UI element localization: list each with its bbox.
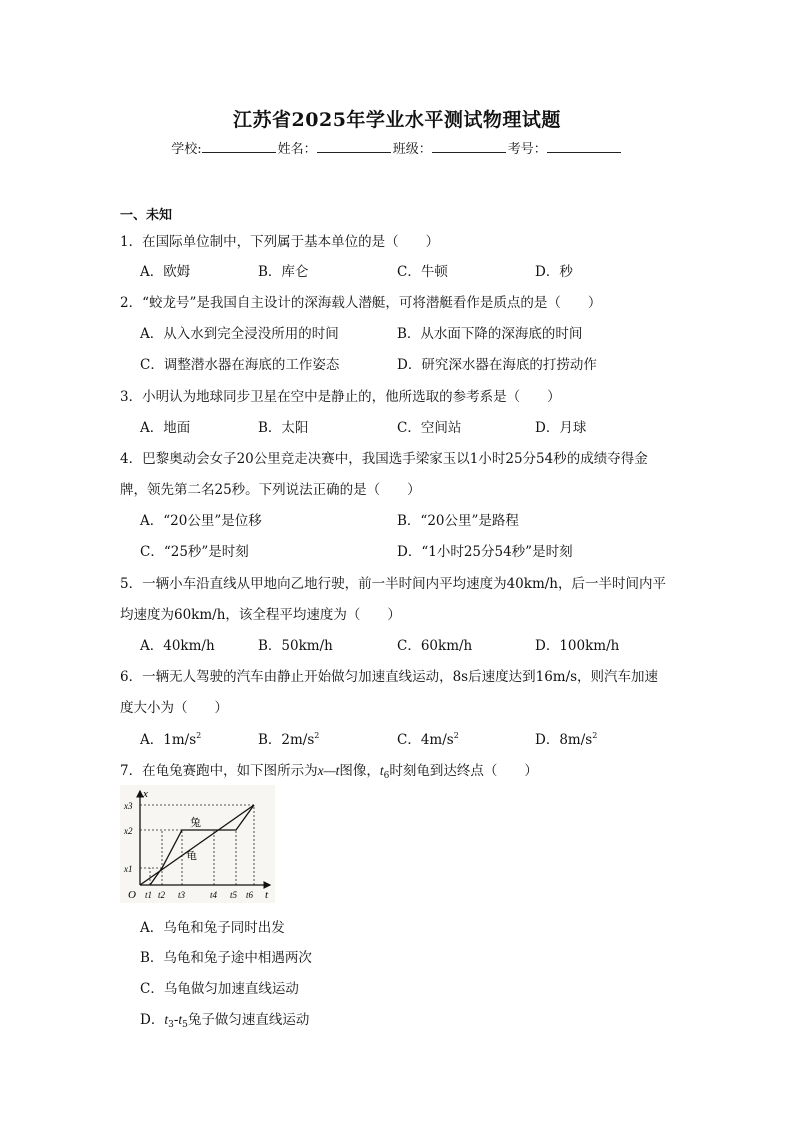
tick-x1: x1 [124, 864, 133, 874]
t-axis-label: t [265, 889, 269, 901]
tick-t3: t3 [178, 890, 186, 900]
origin-label: O [128, 889, 136, 901]
q4-option-d[interactable]: D．“1小时25分54秒”是时刻 [397, 544, 573, 560]
q1-option-b[interactable]: B．库仑 [258, 264, 309, 280]
q6-option-b[interactable]: B．$2m/s^2$ [258, 731, 320, 748]
student-info-line [0, 138, 794, 157]
q1-option-d[interactable]: D．秒 [535, 264, 573, 280]
tick-x2: x2 [124, 826, 133, 836]
q1-option-a[interactable]: A．欧姆 [140, 264, 191, 280]
tick-x3: x3 [124, 801, 133, 811]
q6-option-d[interactable]: D．$8m/s^2$ [535, 731, 598, 748]
q5-option-a[interactable]: A．40km/h [140, 638, 215, 654]
x-axis-label: x [143, 788, 148, 800]
tick-t1: t1 [145, 890, 153, 900]
q1-option-c[interactable]: C．牛顿 [397, 264, 448, 280]
class-label: 班级： [392, 142, 432, 157]
school-blank[interactable] [202, 140, 276, 153]
q7-option-a[interactable]: A．乌龟和兔子同时出发 [140, 920, 285, 936]
q2-option-a[interactable]: A．从入水到完全浸没所用的时间 [140, 326, 339, 342]
question-6-stem-line-1: 6．一辆无人驾驶的汽车由静止开始做匀加速直线运动，8s后速度达到16m/s，则汽车加速 [120, 669, 659, 685]
xt-graph [120, 785, 275, 903]
question-3-stem: 3．小明认为地球同步卫星在空中是静止的，他所选取的参考系是（ ） [120, 389, 561, 405]
q4-option-a[interactable]: A．“20公里”是位移 [140, 513, 262, 529]
q2-option-b[interactable]: B．从水面下降的深海底的时间 [397, 326, 583, 342]
q3-option-c[interactable]: C．空间站 [397, 420, 462, 436]
exam-no-blank[interactable] [547, 140, 621, 153]
q7-option-b[interactable]: B．乌龟和兔子途中相遇两次 [140, 950, 312, 966]
q7-option-c[interactable]: C．乌龟做匀加速直线运动 [140, 981, 299, 997]
turtle-label: 龟 [186, 849, 197, 862]
q5-option-b[interactable]: B．50km/h [258, 638, 333, 654]
tick-t6: t6 [246, 890, 254, 900]
q4-option-b[interactable]: B．“20公里”是路程 [397, 513, 519, 529]
q6-option-c[interactable]: C．$4m/s^2$ [397, 731, 459, 748]
q3-option-b[interactable]: B．太阳 [258, 420, 309, 436]
tick-t2: t2 [158, 890, 166, 900]
q5-option-d[interactable]: D．100km/h [535, 638, 620, 654]
rabbit-line [150, 805, 254, 885]
question-5-stem-line-1: 5．一辆小车沿直线从甲地向乙地行驶，前一半时间内平均速度为40km/h，后一半时间内平 [120, 576, 666, 592]
q6-option-a[interactable]: A．$1m/s^2$ [140, 731, 202, 748]
q3-option-d[interactable]: D．月球 [535, 420, 587, 436]
question-6-stem-line-2: 度大小为（ ） [120, 700, 228, 716]
school-label: 学校: [171, 142, 202, 157]
question-2-stem: 2．“蛟龙号”是我国自主设计的深海载人潜艇，可将潜艇看作是质点的是（ ） [120, 295, 602, 311]
tick-t4: t4 [210, 890, 218, 900]
q4-option-c[interactable]: C．“25秒”是时刻 [140, 544, 249, 560]
q5-option-c[interactable]: C．60km/h [397, 638, 473, 654]
section-heading: 一、未知 [120, 208, 173, 223]
question-1-stem: 1．在国际单位制中，下列属于基本单位的是（ ） [120, 234, 440, 250]
tick-t5: t5 [230, 890, 238, 900]
question-7-stem: 7．在龟兔赛跑中，如下图所示为x—t图像，$t_6$时刻龟到达终点（ ） [120, 763, 538, 781]
name-label: 姓名： [277, 142, 317, 157]
q2-option-d[interactable]: D．研究深水器在海底的打捞动作 [397, 357, 597, 373]
name-blank[interactable] [317, 140, 391, 153]
question-4-stem-line-2: 牌，领先第二名25秒。下列说法正确的是（ ） [120, 482, 421, 498]
q7-option-d[interactable]: D．$t_3-t_5$兔子做匀速直线运动 [140, 1012, 310, 1030]
q2-option-c[interactable]: C．调整潜水器在海底的工作姿态 [140, 357, 340, 373]
exam-no-label: 考号： [507, 142, 547, 157]
rabbit-label: 兔 [190, 816, 201, 829]
question-5-stem-line-2: 均速度为60km/h，该全程平均速度为（ ） [120, 607, 401, 623]
question-4-stem-line-1: 4．巴黎奥动会女子20公里竞走决赛中，我国选手梁家玉以1小时25分54秒的成绩夺得金 [120, 451, 648, 467]
q3-option-a[interactable]: A．地面 [140, 420, 191, 436]
class-blank[interactable] [432, 140, 506, 153]
page-title: 江苏省2025年学业水平测试物理试题 [233, 109, 561, 131]
